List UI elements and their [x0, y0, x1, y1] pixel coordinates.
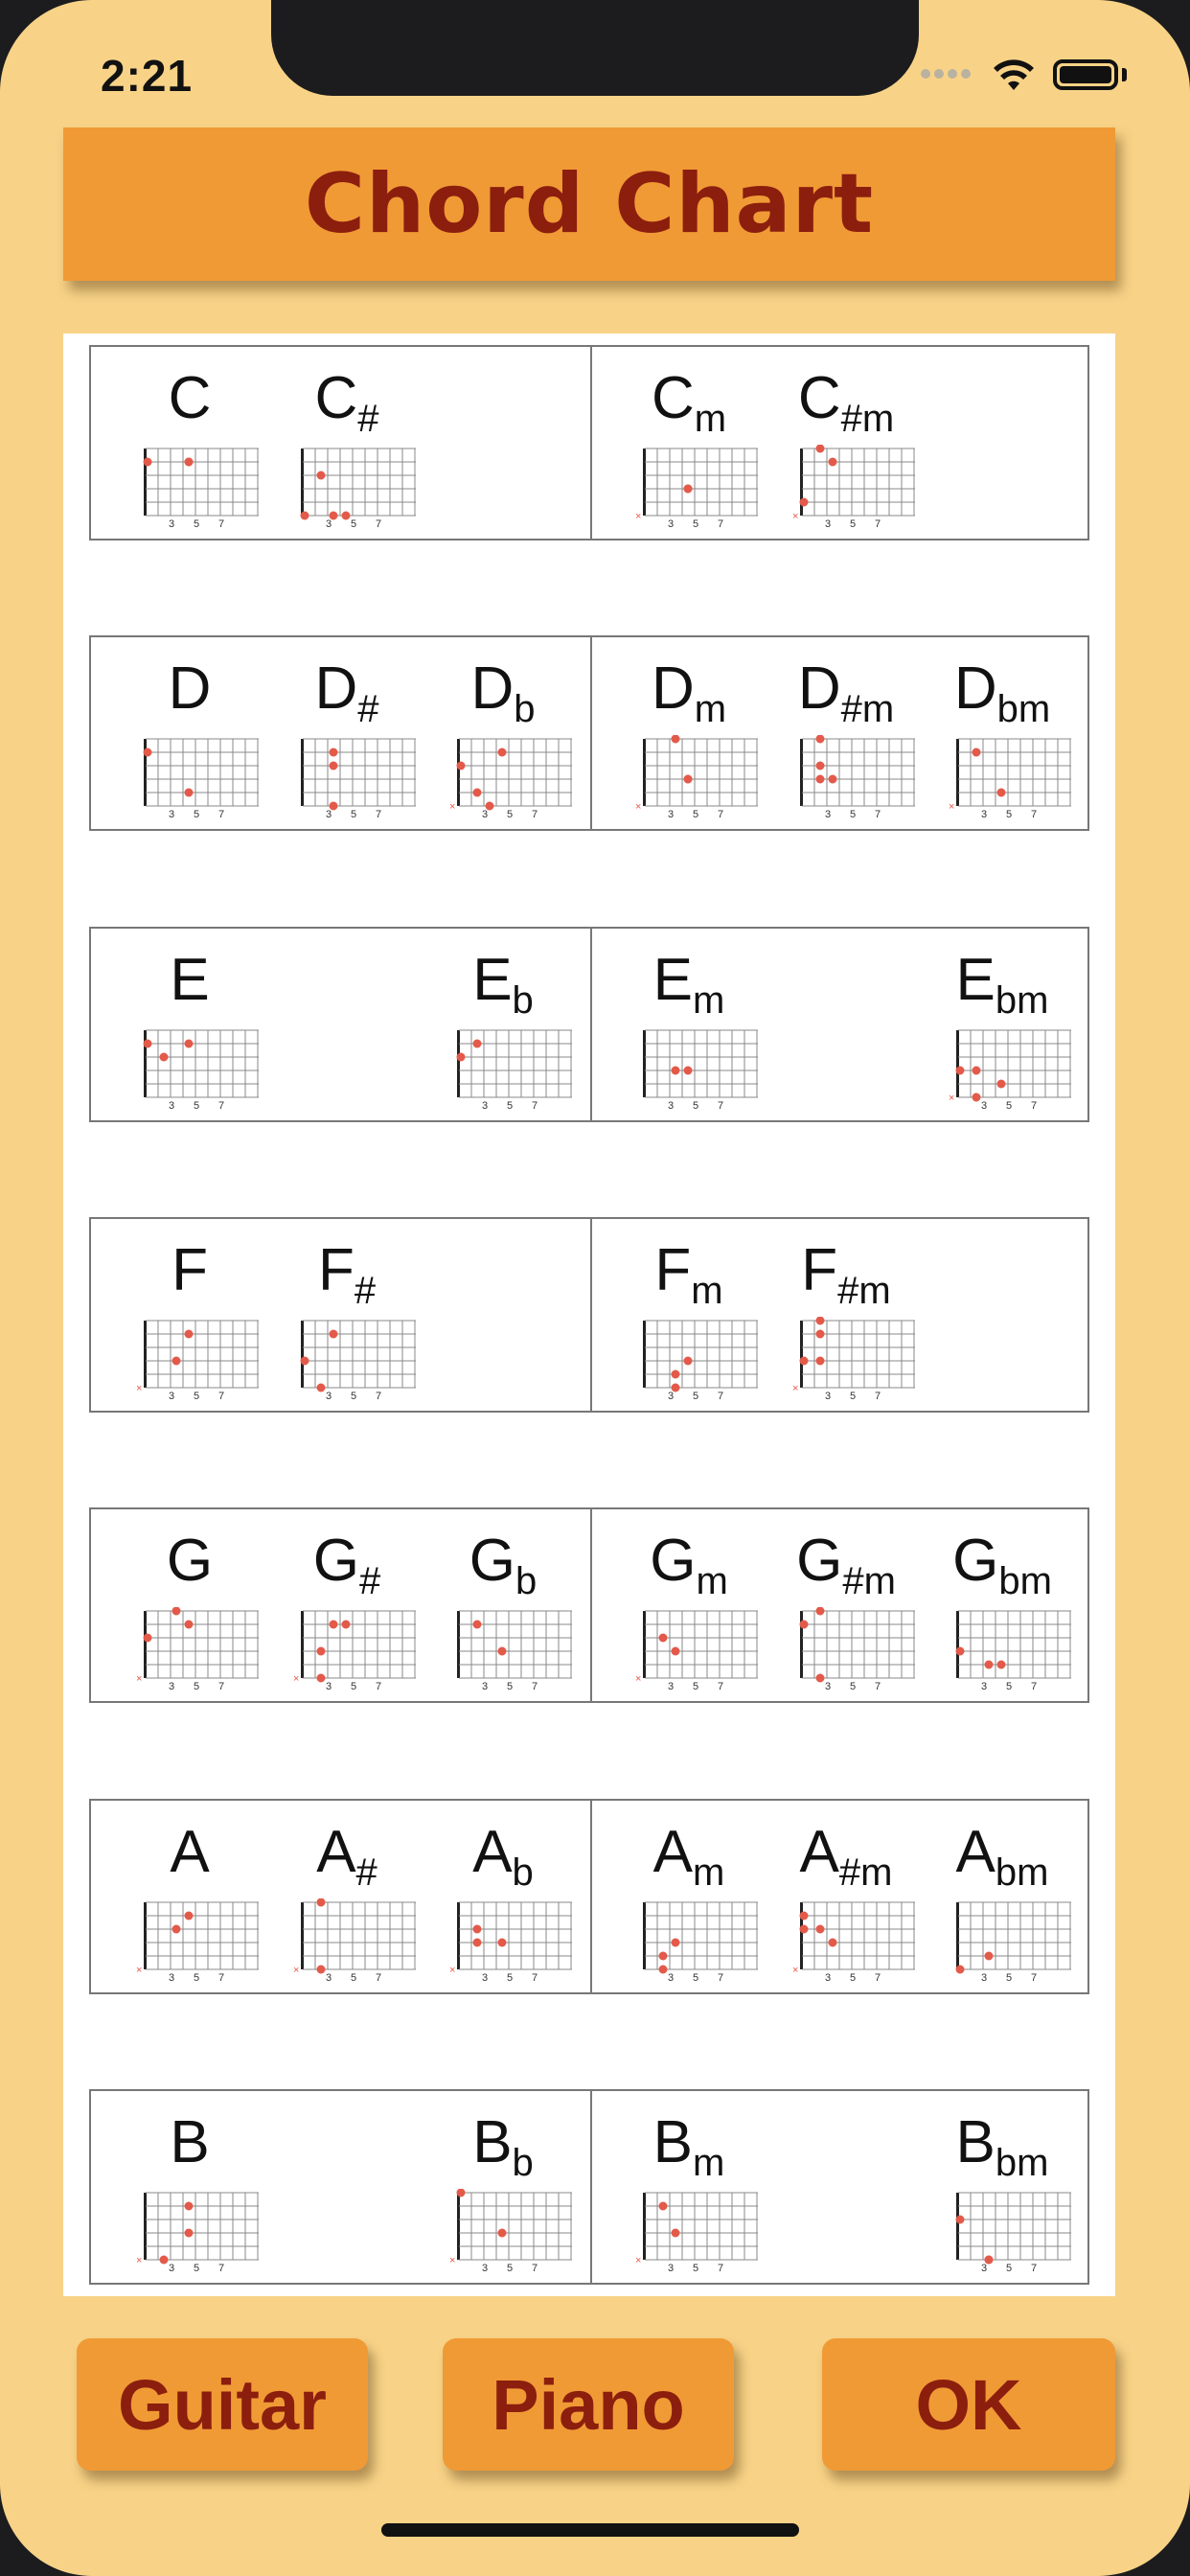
chord-row — [89, 635, 1089, 831]
svg-text:3: 3 — [824, 518, 832, 530]
svg-text:×: × — [293, 1965, 300, 1976]
chord-cell-asharp[interactable] — [270, 1801, 423, 1992]
svg-text:7: 7 — [874, 1972, 881, 1984]
fretboard-diagram — [949, 2189, 1083, 2275]
svg-text:5: 5 — [506, 2263, 514, 2274]
fretboard-diagram — [136, 1317, 270, 1403]
fretboard-diagram — [449, 1898, 584, 1985]
svg-text:7: 7 — [217, 1972, 225, 1984]
svg-text:×: × — [635, 511, 642, 522]
svg-text:3: 3 — [824, 1681, 832, 1692]
svg-text:5: 5 — [350, 809, 357, 820]
chord-name: $F_{\#}$ — [317, 1237, 377, 1312]
svg-text:5: 5 — [1005, 1100, 1013, 1112]
svg-text:5: 5 — [350, 1391, 357, 1402]
svg-text:5: 5 — [692, 1681, 699, 1692]
svg-text:5: 5 — [350, 1681, 357, 1692]
svg-text:7: 7 — [1030, 809, 1038, 820]
fretboard-diagram — [449, 2189, 584, 2275]
svg-text:3: 3 — [667, 518, 675, 530]
piano-button[interactable]: Piano — [443, 2338, 734, 2471]
chord-chart-panel[interactable] — [63, 334, 1115, 2296]
chord-name: $B_b$ — [472, 2109, 534, 2184]
svg-text:5: 5 — [193, 1681, 200, 1692]
svg-text:5: 5 — [193, 1972, 200, 1984]
svg-text:5: 5 — [350, 1972, 357, 1984]
svg-text:×: × — [635, 2255, 642, 2266]
chord-cell-dbm[interactable] — [926, 637, 1079, 829]
svg-text:7: 7 — [217, 2263, 225, 2274]
svg-text:7: 7 — [375, 1681, 382, 1692]
svg-text:5: 5 — [1005, 2263, 1013, 2274]
chord-cell-b[interactable] — [113, 2091, 266, 2283]
chord-row — [89, 2089, 1089, 2285]
svg-text:3: 3 — [325, 809, 332, 820]
chord-name: $B_{bm}$ — [955, 2109, 1049, 2184]
chord-cell-gsharpm[interactable] — [769, 1509, 923, 1701]
svg-text:×: × — [792, 511, 799, 522]
svg-text:5: 5 — [692, 809, 699, 820]
svg-text:×: × — [449, 801, 456, 813]
svg-text:7: 7 — [874, 1391, 881, 1402]
svg-text:3: 3 — [824, 809, 832, 820]
svg-text:3: 3 — [168, 1681, 175, 1692]
fretboard-diagram — [136, 445, 270, 531]
svg-text:3: 3 — [980, 1972, 988, 1984]
svg-text:5: 5 — [193, 518, 200, 530]
chord-row — [89, 345, 1089, 540]
svg-text:3: 3 — [168, 2263, 175, 2274]
svg-text:×: × — [136, 1383, 143, 1394]
chord-cell-g[interactable] — [113, 1509, 266, 1701]
svg-text:3: 3 — [667, 809, 675, 820]
fretboard-diagram — [635, 1317, 769, 1403]
fretboard-diagram — [293, 1898, 427, 1985]
chord-name: C — [168, 365, 212, 431]
chord-cell-fsharp[interactable] — [270, 1219, 423, 1411]
chord-cell-gb[interactable] — [426, 1509, 580, 1701]
device-notch — [271, 0, 919, 96]
chord-name: D — [168, 656, 212, 722]
fretboard-diagram — [792, 1607, 927, 1693]
fretboard-diagram — [949, 1026, 1083, 1113]
chord-cell-csharp[interactable] — [270, 347, 423, 539]
svg-text:5: 5 — [193, 1391, 200, 1402]
svg-text:3: 3 — [667, 1681, 675, 1692]
chord-name: $C_m$ — [651, 365, 727, 440]
svg-text:3: 3 — [980, 1681, 988, 1692]
fretboard-diagram — [792, 1317, 927, 1403]
svg-text:5: 5 — [1005, 1681, 1013, 1692]
chord-cell-f[interactable] — [113, 1219, 266, 1411]
svg-text:×: × — [949, 1092, 955, 1104]
status-time: 2:21 — [101, 51, 194, 101]
svg-text:5: 5 — [1005, 809, 1013, 820]
fretboard-diagram — [635, 2189, 769, 2275]
svg-text:7: 7 — [717, 809, 724, 820]
chord-name: $F_{\#m}$ — [801, 1237, 891, 1312]
svg-text:5: 5 — [193, 2263, 200, 2274]
battery-icon — [1053, 59, 1118, 90]
fretboard-diagram — [449, 735, 584, 821]
fretboard-diagram — [293, 445, 427, 531]
fretboard-diagram — [449, 1026, 584, 1113]
chord-cell-bm[interactable] — [612, 2091, 766, 2283]
bottom-button-bar — [0, 2338, 1190, 2472]
ok-button[interactable]: OK — [822, 2338, 1115, 2471]
fretboard-diagram — [136, 2189, 270, 2275]
chord-name: $D_{\#m}$ — [797, 656, 895, 730]
svg-text:5: 5 — [849, 518, 857, 530]
chord-cell-db[interactable] — [426, 637, 580, 829]
svg-text:7: 7 — [717, 1391, 724, 1402]
svg-text:×: × — [792, 1965, 799, 1976]
wifi-icon — [992, 58, 1036, 92]
svg-text:3: 3 — [980, 1100, 988, 1112]
svg-text:×: × — [635, 801, 642, 813]
svg-text:5: 5 — [849, 1972, 857, 1984]
svg-text:7: 7 — [375, 809, 382, 820]
cellular-signal-icon — [921, 66, 974, 83]
chord-name: $G_b$ — [469, 1528, 538, 1602]
chord-name: $A_{\#m}$ — [799, 1819, 893, 1894]
svg-text:3: 3 — [667, 1100, 675, 1112]
svg-text:7: 7 — [1030, 1972, 1038, 1984]
svg-text:×: × — [949, 801, 955, 813]
svg-text:×: × — [792, 1383, 799, 1394]
chord-name: $A_{\#}$ — [316, 1819, 378, 1894]
chord-cell-ebm[interactable] — [926, 929, 1079, 1120]
chord-cell-eb[interactable] — [426, 929, 580, 1120]
chord-row — [89, 1799, 1089, 1994]
svg-text:7: 7 — [717, 2263, 724, 2274]
svg-text:3: 3 — [168, 1972, 175, 1984]
chord-name: $C_{\#m}$ — [797, 365, 895, 440]
fretboard-diagram — [635, 735, 769, 821]
svg-text:3: 3 — [168, 1391, 175, 1402]
guitar-button[interactable]: Guitar — [77, 2338, 368, 2471]
svg-text:3: 3 — [824, 1391, 832, 1402]
status-icons — [921, 56, 1127, 94]
svg-text:5: 5 — [849, 1391, 857, 1402]
chord-cell-d[interactable] — [113, 637, 266, 829]
chord-name: $D_{\#}$ — [314, 656, 379, 730]
svg-text:7: 7 — [1030, 1681, 1038, 1692]
chord-cell-gm[interactable] — [612, 1509, 766, 1701]
fretboard-diagram — [635, 445, 769, 531]
svg-text:3: 3 — [325, 1681, 332, 1692]
chord-name: $A_{bm}$ — [955, 1819, 1049, 1894]
svg-text:7: 7 — [531, 1681, 538, 1692]
row-divider — [590, 1801, 592, 1992]
fretboard-diagram — [792, 1898, 927, 1985]
svg-text:5: 5 — [849, 1681, 857, 1692]
chord-name: $D_m$ — [651, 656, 727, 730]
svg-text:×: × — [136, 1965, 143, 1976]
chord-name: $G_{bm}$ — [952, 1528, 1052, 1602]
chord-name: $G_{\#m}$ — [796, 1528, 896, 1602]
svg-text:3: 3 — [168, 809, 175, 820]
chord-name: $A_m$ — [652, 1819, 725, 1894]
chord-cell-ab[interactable] — [426, 1801, 580, 1992]
chord-cell-fm[interactable] — [612, 1219, 766, 1411]
fretboard-diagram — [635, 1026, 769, 1113]
svg-text:3: 3 — [980, 809, 988, 820]
title-banner — [63, 127, 1115, 281]
row-divider — [590, 2091, 592, 2283]
svg-text:5: 5 — [350, 518, 357, 530]
svg-text:7: 7 — [531, 809, 538, 820]
chord-cell-bb[interactable] — [426, 2091, 580, 2283]
svg-text:7: 7 — [717, 1972, 724, 1984]
svg-text:7: 7 — [874, 809, 881, 820]
svg-text:7: 7 — [375, 518, 382, 530]
svg-text:3: 3 — [168, 1100, 175, 1112]
svg-text:×: × — [136, 2255, 143, 2266]
svg-text:3: 3 — [481, 1681, 489, 1692]
svg-text:3: 3 — [481, 2263, 489, 2274]
chord-cell-bbm[interactable] — [926, 2091, 1079, 2283]
svg-text:5: 5 — [692, 1972, 699, 1984]
svg-text:7: 7 — [1030, 2263, 1038, 2274]
svg-text:7: 7 — [874, 1681, 881, 1692]
svg-text:×: × — [449, 1965, 456, 1976]
svg-text:5: 5 — [849, 809, 857, 820]
fretboard-diagram — [136, 1898, 270, 1985]
svg-text:5: 5 — [506, 1681, 514, 1692]
chord-name: $F_m$ — [654, 1237, 723, 1312]
svg-text:5: 5 — [692, 518, 699, 530]
svg-text:3: 3 — [325, 1391, 332, 1402]
svg-text:5: 5 — [506, 1972, 514, 1984]
svg-text:7: 7 — [531, 1100, 538, 1112]
chord-cell-cm[interactable] — [612, 347, 766, 539]
chord-name: B — [170, 2109, 210, 2175]
row-divider — [590, 637, 592, 829]
fretboard-diagram — [949, 1607, 1083, 1693]
chord-cell-fsharpm[interactable] — [769, 1219, 923, 1411]
svg-text:7: 7 — [717, 1100, 724, 1112]
svg-text:7: 7 — [375, 1972, 382, 1984]
svg-text:×: × — [136, 1673, 143, 1685]
svg-text:×: × — [635, 1673, 642, 1685]
fretboard-diagram — [792, 445, 927, 531]
row-divider — [590, 929, 592, 1120]
chord-row — [89, 1217, 1089, 1413]
svg-text:7: 7 — [375, 1391, 382, 1402]
svg-text:7: 7 — [217, 518, 225, 530]
fretboard-diagram — [136, 1607, 270, 1693]
svg-text:3: 3 — [481, 1100, 489, 1112]
svg-text:7: 7 — [874, 518, 881, 530]
svg-text:5: 5 — [193, 809, 200, 820]
svg-text:7: 7 — [217, 1391, 225, 1402]
chord-cell-dm[interactable] — [612, 637, 766, 829]
chord-cell-gsharp[interactable] — [270, 1509, 423, 1701]
battery-tip — [1122, 68, 1127, 81]
home-indicator[interactable] — [381, 2523, 799, 2537]
chord-cell-asharpm[interactable] — [769, 1801, 923, 1992]
svg-text:5: 5 — [692, 2263, 699, 2274]
chord-cell-dsharpm[interactable] — [769, 637, 923, 829]
svg-text:×: × — [293, 1673, 300, 1685]
svg-text:3: 3 — [667, 1391, 675, 1402]
page-title: Chord Chart — [304, 156, 875, 252]
row-divider — [590, 1509, 592, 1701]
chord-name: E — [170, 947, 210, 1013]
svg-text:×: × — [449, 2255, 456, 2266]
svg-text:5: 5 — [506, 809, 514, 820]
chord-cell-dsharp[interactable] — [270, 637, 423, 829]
chord-cell-e[interactable] — [113, 929, 266, 1120]
chord-cell-gbm[interactable] — [926, 1509, 1079, 1701]
svg-text:3: 3 — [325, 518, 332, 530]
svg-text:7: 7 — [217, 1681, 225, 1692]
svg-text:3: 3 — [667, 2263, 675, 2274]
chord-name: $D_{bm}$ — [953, 656, 1051, 730]
svg-text:7: 7 — [217, 809, 225, 820]
svg-text:3: 3 — [325, 1972, 332, 1984]
svg-text:7: 7 — [531, 2263, 538, 2274]
svg-text:5: 5 — [692, 1100, 699, 1112]
chord-name: A — [170, 1819, 210, 1885]
svg-text:7: 7 — [531, 1972, 538, 1984]
svg-text:7: 7 — [717, 1681, 724, 1692]
svg-text:3: 3 — [667, 1972, 675, 1984]
chord-cell-em[interactable] — [612, 929, 766, 1120]
fretboard-diagram — [293, 1607, 427, 1693]
svg-text:7: 7 — [217, 1100, 225, 1112]
chord-name: $A_b$ — [472, 1819, 534, 1894]
fretboard-diagram — [136, 1026, 270, 1113]
chord-cell-c[interactable] — [113, 347, 266, 539]
fretboard-diagram — [949, 735, 1083, 821]
svg-text:3: 3 — [481, 809, 489, 820]
chord-cell-csharpm[interactable] — [769, 347, 923, 539]
fretboard-diagram — [136, 735, 270, 821]
chord-row — [89, 1507, 1089, 1703]
chord-name: $E_{bm}$ — [955, 947, 1049, 1022]
svg-text:7: 7 — [1030, 1100, 1038, 1112]
fretboard-diagram — [949, 1898, 1083, 1985]
fretboard-diagram — [635, 1607, 769, 1693]
chord-name: F — [172, 1237, 208, 1303]
chord-row — [89, 927, 1089, 1122]
chord-name: $B_m$ — [652, 2109, 725, 2184]
fretboard-diagram — [293, 735, 427, 821]
chord-cell-a[interactable] — [113, 1801, 266, 1992]
svg-text:3: 3 — [481, 1972, 489, 1984]
row-divider — [590, 1219, 592, 1411]
chord-name: $G_m$ — [650, 1528, 728, 1602]
svg-text:5: 5 — [193, 1100, 200, 1112]
svg-text:5: 5 — [692, 1391, 699, 1402]
fretboard-diagram — [449, 1607, 584, 1693]
chord-name: $E_m$ — [652, 947, 725, 1022]
svg-text:7: 7 — [717, 518, 724, 530]
chord-name: $E_b$ — [472, 947, 534, 1022]
svg-text:5: 5 — [506, 1100, 514, 1112]
fretboard-diagram — [293, 1317, 427, 1403]
chord-name: $C_{\#}$ — [314, 365, 379, 440]
chord-cell-am[interactable] — [612, 1801, 766, 1992]
chord-cell-abm[interactable] — [926, 1801, 1079, 1992]
chord-name: $D_b$ — [470, 656, 536, 730]
chord-name: $G_{\#}$ — [312, 1528, 381, 1602]
fretboard-diagram — [635, 1898, 769, 1985]
svg-text:3: 3 — [980, 2263, 988, 2274]
svg-text:3: 3 — [824, 1972, 832, 1984]
row-divider — [590, 347, 592, 539]
svg-text:5: 5 — [1005, 1972, 1013, 1984]
chord-name: G — [166, 1528, 214, 1594]
fretboard-diagram — [792, 735, 927, 821]
svg-text:3: 3 — [168, 518, 175, 530]
